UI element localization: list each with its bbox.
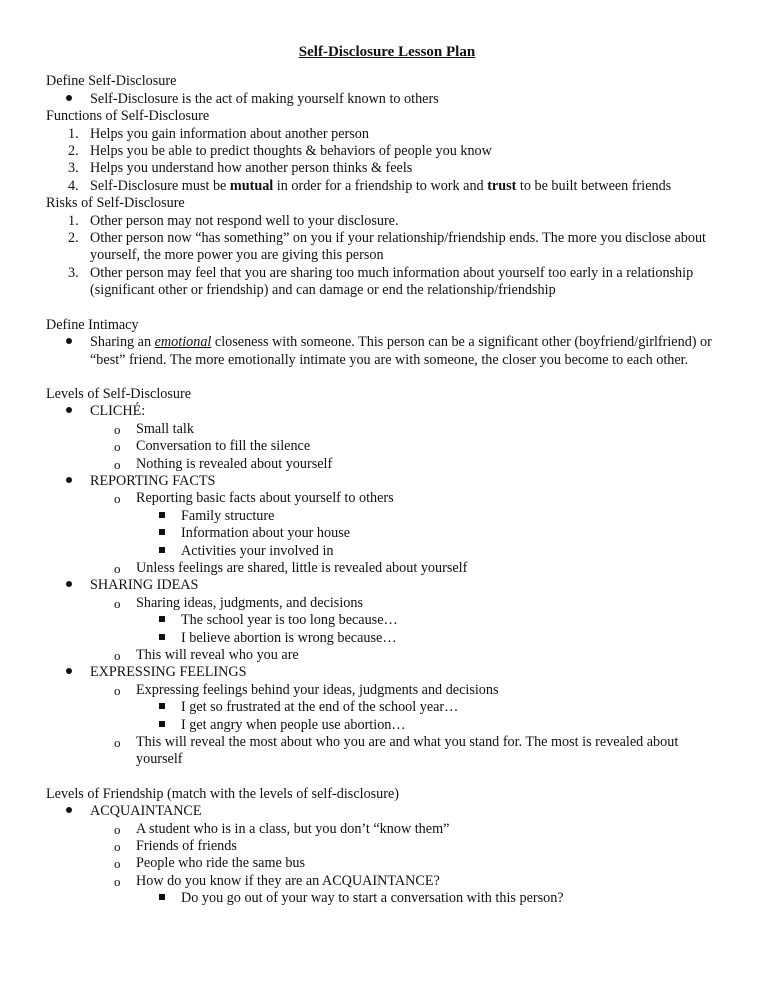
list-item (46, 490, 728, 507)
bullet-icon (46, 334, 90, 351)
list-item (46, 717, 728, 734)
levels-heading: Levels of Self-Disclosure (46, 385, 191, 402)
list-item (46, 334, 728, 369)
list-item (46, 890, 728, 907)
define-intimacy-heading: Define Intimacy (46, 316, 139, 333)
list-item-text: Small talk (136, 420, 194, 437)
circle-bullet-icon: o (114, 421, 121, 437)
list-item-text: Activities your involved in (181, 542, 334, 559)
list-item-text: This will reveal who you are (136, 647, 299, 663)
bullet-icon (46, 91, 90, 108)
square-bullet-icon (46, 612, 181, 629)
bullet-icon (46, 403, 90, 420)
list-item-text: How do you know if they are an ACQUAINTANCE? (136, 872, 440, 889)
circle-bullet-icon: o (114, 456, 121, 472)
list-item (46, 143, 728, 160)
square-bullet-icon (46, 890, 181, 907)
list-item-text: Helps you understand how another person thinks & feels (90, 160, 413, 177)
list-item-text: Nothing is revealed about yourself (136, 455, 333, 472)
square-bullet-icon (46, 630, 181, 647)
square-bullet-icon (46, 525, 181, 542)
list-item (46, 178, 728, 195)
list-item (46, 213, 728, 230)
list-item-text: Other person may feel that you are sharing too much information about yourself too early in a relationship (significant other or friendship) and can damage or end the relationship/friendship (90, 264, 694, 299)
circle-bullet-icon: o (114, 735, 121, 751)
list-item-text: Family structure (181, 507, 275, 524)
list-item (46, 456, 728, 473)
square-bullet-icon (46, 699, 181, 716)
list-item-text: Helps you gain information about another person (90, 125, 369, 142)
list-item-text: Self-Disclosure must be mutual in order for a friendship to work and trust to be built between friends (90, 177, 672, 194)
square-bullet-icon (46, 543, 181, 560)
list-item (46, 160, 728, 177)
list-item (46, 508, 728, 525)
list-item-text: Friends of friends (136, 838, 237, 855)
circle-bullet-icon: o (114, 648, 121, 663)
list-item (46, 734, 728, 769)
bullet-icon (46, 473, 90, 490)
list-item (46, 126, 728, 143)
list-number: 3. (68, 264, 79, 281)
list-item (46, 525, 728, 542)
circle-bullet-icon: o (114, 595, 121, 611)
list-item (46, 421, 728, 438)
list-item-text: A student who is in a class, but you don’t “know them” (136, 820, 450, 837)
list-item-text: Do you go out of your way to start a conversation with this person? (181, 890, 564, 907)
list-item (46, 699, 728, 716)
page-title: Self-Disclosure Lesson Plan (298, 44, 476, 60)
list-item (46, 560, 728, 577)
list-item (46, 595, 728, 612)
mutual-emphasis: mutual (229, 177, 274, 194)
circle-bullet-icon: o (114, 682, 121, 698)
circle-bullet-icon: o (114, 821, 121, 837)
bullet-icon (46, 803, 90, 820)
list-item (46, 403, 728, 420)
bullet-icon (46, 577, 90, 594)
list-item-text: Sharing ideas, judgments, and decisions (136, 594, 363, 611)
list-item-text: Sharing an emotional closeness with someone. This person can be a significant other (boyfriend/girlfriend) or “best” friend. The more emotionally intimate you are with someone, the closer you become to each other. (90, 334, 712, 368)
list-item (46, 91, 728, 108)
square-bullet-icon (46, 508, 181, 525)
list-item (46, 265, 728, 300)
list-number: 1. (68, 125, 79, 142)
list-item (46, 647, 728, 664)
list-item-text: People who ride the same bus (136, 855, 306, 872)
list-item-text: Self-Disclosure is the act of making yourself known to others (90, 90, 439, 107)
list-item-text: ACQUAINTANCE (90, 803, 202, 820)
list-item-text: SHARING IDEAS (90, 577, 199, 594)
list-item-text: Unless feelings are shared, little is revealed about yourself (136, 559, 468, 576)
list-number: 1. (68, 212, 79, 229)
list-item-text: I get angry when people use abortion… (181, 716, 406, 733)
circle-bullet-icon: o (114, 839, 121, 855)
list-item-text: EXPRESSING FEELINGS (90, 664, 247, 681)
list-item (46, 682, 728, 699)
trust-emphasis: trust (487, 177, 517, 194)
list-item-text: Reporting basic facts about yourself to others (136, 490, 394, 507)
bullet-icon (46, 664, 90, 681)
list-item (46, 230, 728, 265)
list-number: 2. (68, 230, 79, 247)
list-item (46, 838, 728, 855)
list-item (46, 438, 728, 455)
list-item-text: I get so frustrated at the end of the school year… (181, 699, 459, 716)
list-item-text: Information about your house (181, 525, 351, 542)
emotional-emphasis: emotional (154, 334, 212, 351)
list-item (46, 630, 728, 647)
list-number: 3. (68, 160, 79, 177)
circle-bullet-icon: o (114, 439, 121, 455)
list-item (46, 664, 728, 681)
list-item (46, 612, 728, 629)
friendship-heading: Levels of Friendship (match with the levels of self-disclosure) (46, 785, 400, 802)
circle-bullet-icon: o (114, 856, 121, 872)
list-item-text: REPORTING FACTS (90, 472, 216, 489)
list-item-text: Helps you be able to predict thoughts & behaviors of people you know (90, 143, 492, 160)
list-item-text: Conversation to fill the silence (136, 438, 311, 455)
list-item (46, 577, 728, 594)
list-item-text: CLICHÉ: (90, 403, 146, 420)
functions-heading: Functions of Self-Disclosure (46, 108, 210, 125)
list-item-text: Other person now “has something” on you if your relationship/friendship ends. The more you disclose about yourself, the more power you are giving this person (90, 230, 706, 264)
define-self-disclosure-heading: Define Self-Disclosure (46, 73, 177, 90)
square-bullet-icon (46, 717, 181, 734)
list-item (46, 855, 728, 872)
circle-bullet-icon: o (114, 491, 121, 507)
list-item-text: This will reveal the most about who you are and what you stand for. The most is revealed about yourself (136, 734, 679, 768)
list-item (46, 543, 728, 560)
list-item (46, 873, 728, 890)
risks-heading: Risks of Self-Disclosure (46, 195, 185, 212)
list-number: 4. (68, 177, 79, 194)
circle-bullet-icon: o (114, 873, 121, 889)
list-item (46, 821, 728, 838)
list-item (46, 473, 728, 490)
list-item-text: The school year is too long because… (181, 612, 398, 629)
circle-bullet-icon: o (114, 560, 121, 576)
list-item-text: Other person may not respond well to your disclosure. (90, 212, 399, 229)
list-item-text: I believe abortion is wrong because… (181, 629, 397, 646)
list-number: 2. (68, 143, 79, 160)
list-item (46, 803, 728, 820)
list-item-text: Expressing feelings behind your ideas, judgments and decisions (136, 681, 499, 698)
